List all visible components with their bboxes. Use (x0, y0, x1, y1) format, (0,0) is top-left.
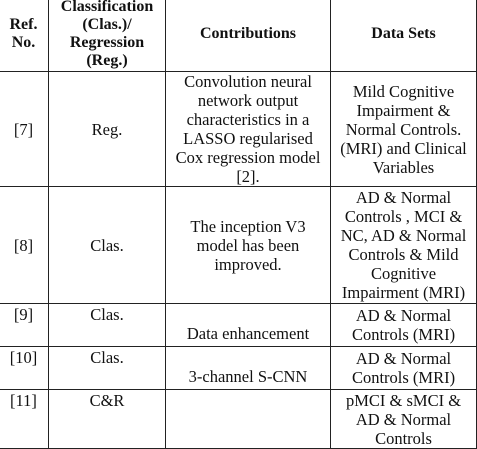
cell-contribution: Data enhancement (166, 304, 331, 347)
cell-contribution: The inception V3 model has been improved. (166, 187, 331, 304)
header-ref-no: Ref. No. (0, 0, 49, 72)
cell-ref: [10] (0, 347, 49, 390)
cell-type: Clas. (49, 304, 166, 347)
table-row (0, 187, 477, 304)
table-header-row (0, 0, 477, 72)
cell-ref: [7] (0, 72, 49, 187)
header-data-sets: Data Sets (331, 0, 477, 72)
cell-type: Clas. (49, 347, 166, 390)
header-contributions: Contributions (166, 0, 331, 72)
header-classification: Classification (Clas.)/ Regression (Reg.) (49, 0, 166, 72)
cell-datasets: AD & Normal Controls (MRI) (331, 304, 477, 347)
cell-datasets: AD & Normal Controls (MRI) (331, 347, 477, 390)
cell-type: C&R (49, 390, 166, 449)
table-row (0, 347, 477, 390)
table-row (0, 304, 477, 347)
cell-contribution: 3-channel S-CNN (166, 347, 331, 390)
cell-contribution: Convolution neural network output characteristics in a LASSO regularised Cox regression model [2]. (166, 72, 331, 187)
cell-contribution (166, 390, 331, 449)
cell-ref: [11] (0, 390, 49, 449)
cell-ref: [9] (0, 304, 49, 347)
cell-datasets: Mild Cognitive Impairment & Normal Controls. (MRI) and Clinical Variables (331, 72, 477, 187)
table-row (0, 72, 477, 187)
cell-ref: [8] (0, 187, 49, 304)
cell-type: Reg. (49, 72, 166, 187)
cell-datasets: AD & Normal Controls , MCI & NC, AD & Normal Controls & Mild Cognitive Impairment (MRI) (331, 187, 477, 304)
table-row (0, 390, 477, 449)
cell-type: Clas. (49, 187, 166, 304)
cell-datasets: pMCI & sMCI & AD & Normal Controls (331, 390, 477, 449)
